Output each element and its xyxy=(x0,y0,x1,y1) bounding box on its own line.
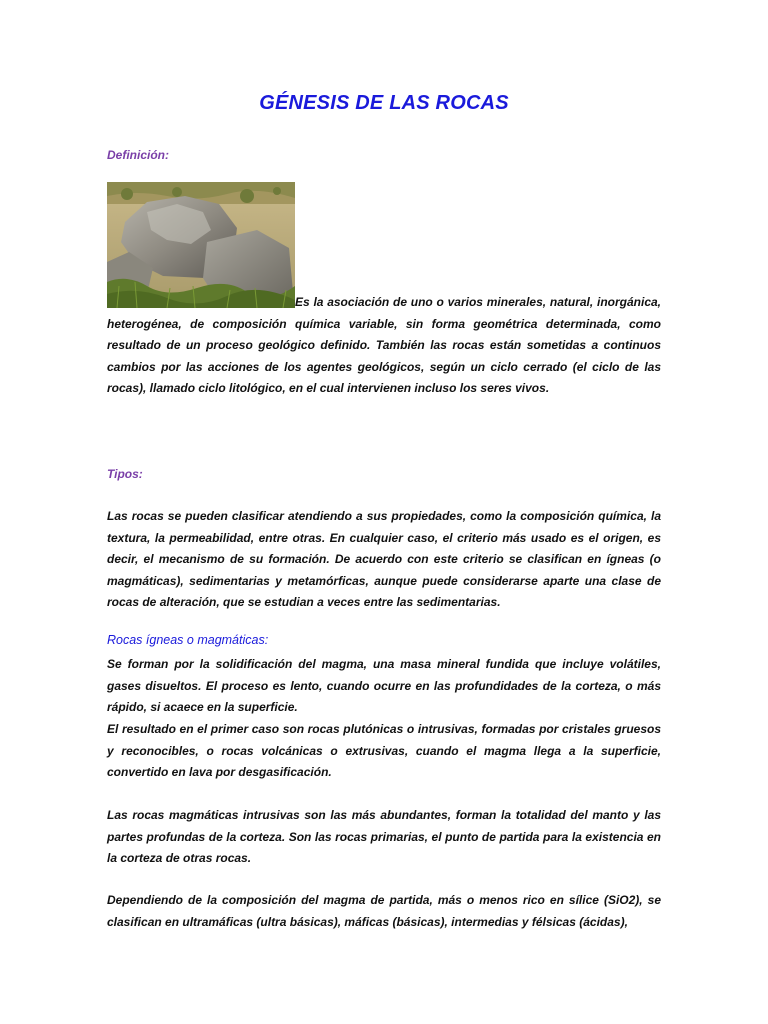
section-label-tipos: Tipos: xyxy=(107,467,143,481)
igneous-paragraph-3: Las rocas magmáticas intrusivas son las más abundantes, forman la totalidad del manto y las partes profundas de la corteza. Son las rocas primarias, el punto de partida para la existencia en la corteza de otras rocas. xyxy=(107,808,661,865)
igneous-paragraph-2: El resultado en el primer caso son rocas plutónicas o intrusivas, formadas por cristales gruesos y reconocibles, o rocas volcánicas o extrusivas, cuando el magma llega a la superficie, convertido en lava por desgasificación. xyxy=(107,722,661,779)
igneous-paragraph-4: Dependiendo de la composición del magma de partida, más o menos rico en sílice (SiO2), se clasifican en ultramáficas (ultra básicas), máficas (básicas), intermedias y félsicas (ácidas), xyxy=(107,893,661,929)
rock-photo xyxy=(107,182,295,308)
section-label-definicion: Definición: xyxy=(107,148,169,162)
definition-paragraph: Es la asociación de uno o varios minerales, natural, inorgánica, heterogénea, de composición química variable, sin forma geométrica determinada, como resultado de un proceso geológico definido. También las rocas están sometidas a continuos cambios por las acciones de los agentes geológicos, según un ciclo cerrado (el ciclo de las rocas), llamado ciclo litológico, en el cual intervienen incluso los seres vivos. xyxy=(107,295,661,395)
subsection-heading-igneas: Rocas ígneas o magmáticas: xyxy=(107,633,269,647)
types-paragraph: Las rocas se pueden clasificar atendiendo a sus propiedades, como la composición química, la textura, la permeabilidad, entre otras. En cualquier caso, el criterio más usado es el origen, es decir, el mecanismo de su formación. De acuerdo con este criterio se clasifican en ígneas (o magmáticas), sedimentarias y metamórficas, aunque puede considerarse aparte una clase de rocas de alteración, que se estudian a veces entre las sedimentarias. xyxy=(107,509,661,609)
igneous-paragraph-1: Se forman por la solidificación del magma, una masa mineral fundida que incluye volátiles, gases disueltos. El proceso es lento, cuando ocurre en las profundidades de la corteza, o más rápido, si acaece en la superficie. xyxy=(107,657,661,714)
page-title: GÉNESIS DE LAS ROCAS xyxy=(259,92,509,114)
